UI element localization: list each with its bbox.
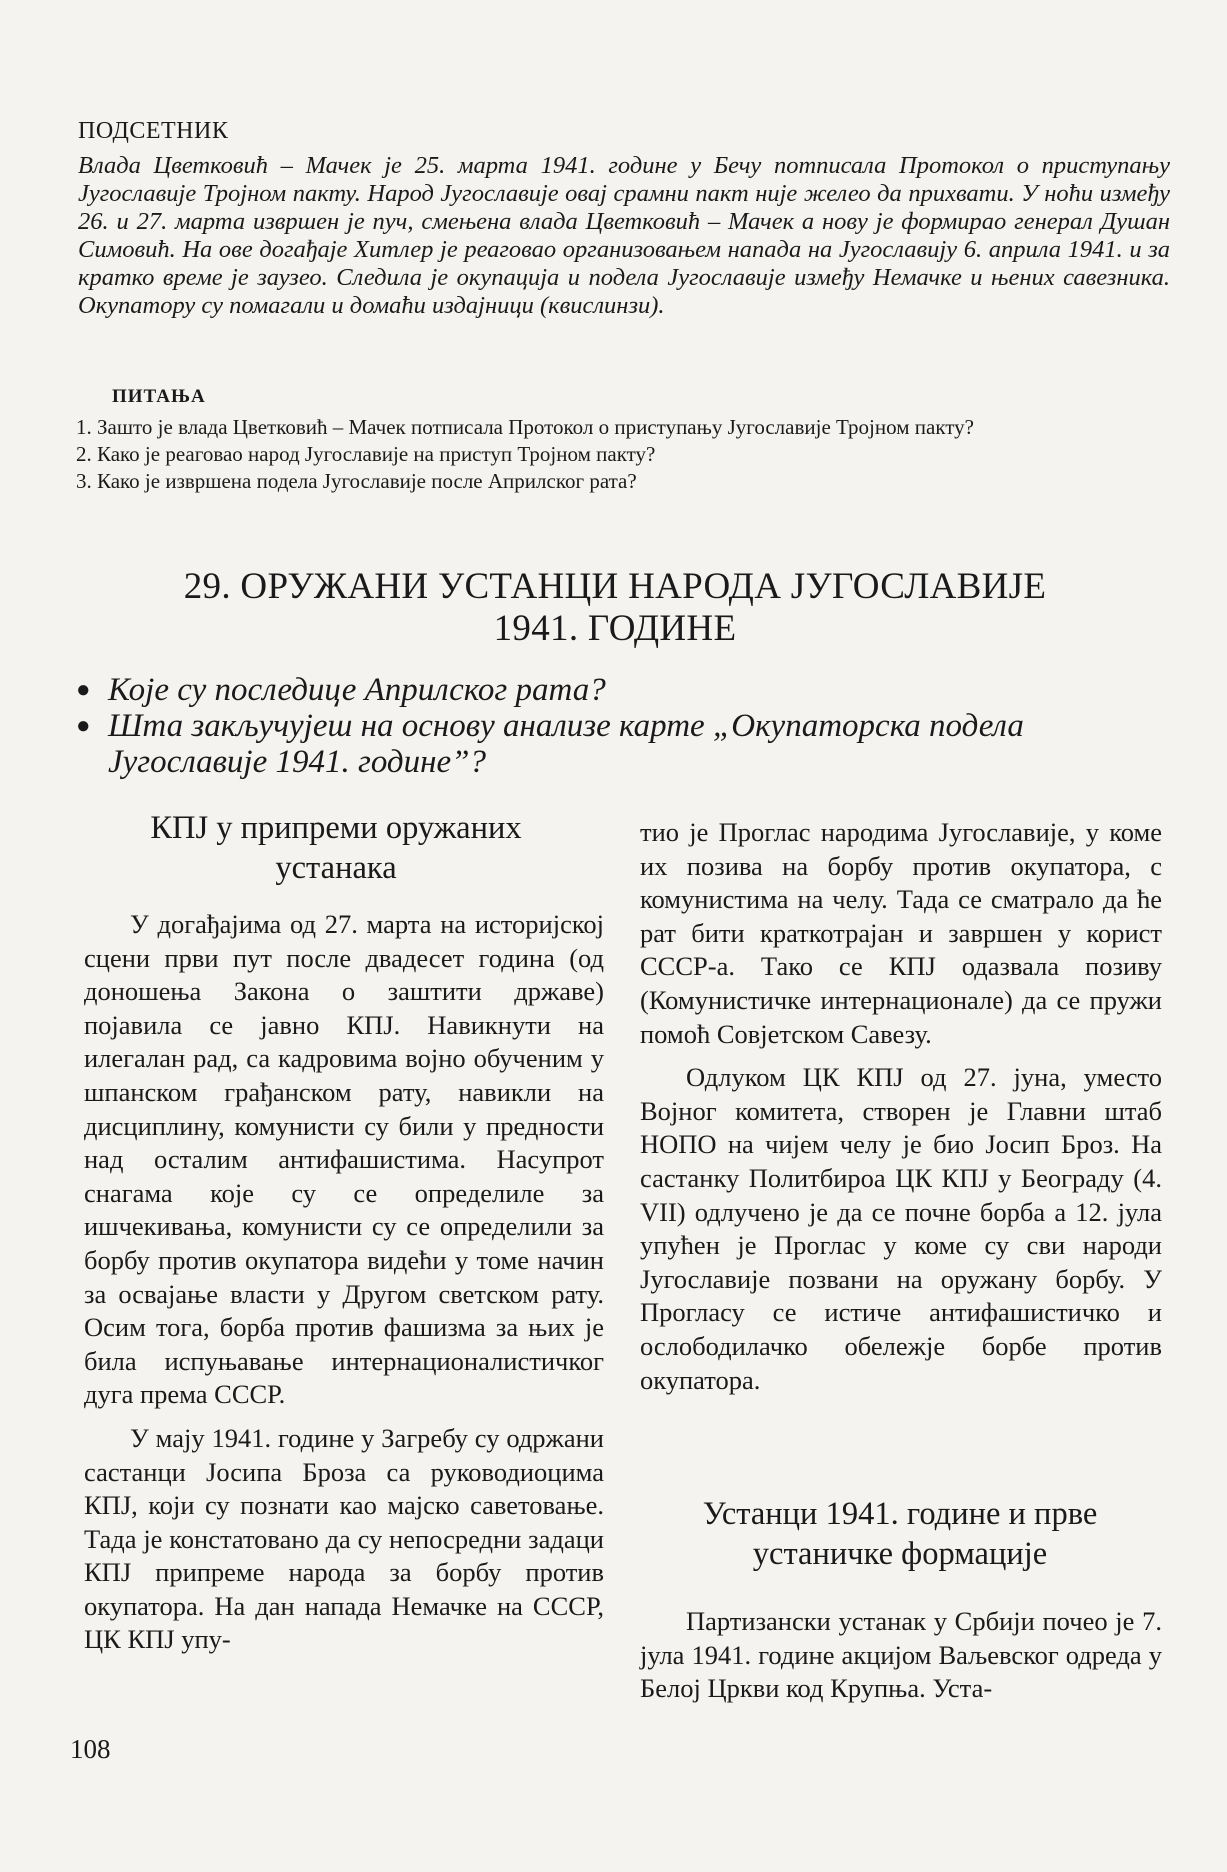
section-title-line: устанака [275, 850, 397, 886]
page-number: 108 [70, 1734, 111, 1764]
bullet-item [76, 708, 1176, 780]
chapter-title-line: 29. ОРУЖАНИ УСТАНЦИ НАРОДА ЈУГОСЛАВИЈЕ [183, 566, 1047, 607]
bullet-icon: ● [76, 677, 91, 703]
paragraph: У мају 1941. године у Загребу су одржани састанци Јосипа Броза са руководиоцима КПЈ, који су познати као мајско саветовање. Тада је констатовано да су непосредни задаци КПЈ припреме народа за борбу против окупатора. На дан напада Немачке на СССР, ЦК КПЈ упу- [84, 1422, 604, 1655]
question-item: 2. Како је реаговао народ Југославије на приступ Тројном пакту? [76, 442, 656, 466]
section-title-line: КПЈ у припреми оружаних [150, 810, 522, 846]
right-column-bottom [640, 1605, 1162, 1716]
bullet-text: Које су последице Априлског рата? [108, 672, 606, 708]
questions-title: ПИТАЊА [112, 386, 206, 407]
bullet-text: Шта закључујеш на основу анализе карте „Окупаторска подела Југославије 1941. године”? [108, 708, 1024, 780]
questions-list [76, 414, 974, 495]
right-column [640, 816, 1162, 1407]
reminder-text: Влада Цветковић – Мачек је 25. марта 1941. године у Бечу потписала Протокол о приступању Југославије Тројном пакту. Народ Југославије овај срамни пакт није желео да прихвати. У ноћи између 26. и 27. марта извршен је пуч, смењена влада Цветковић – Мачек а нову је формирао генерал Душан Симовић. На ове догађаје Хитлер је реаговао организовањем напада на Југославију 6. априла 1941. и за кратко време је заузео. Следила је окупација и подела Југославије између Немачке и њених савезника. Окупатору су помагали и домаћи издајници (квислинзи). [78, 152, 1170, 319]
question-item: 3. Како је извршена подела Југославије после Априлског рата? [76, 469, 637, 493]
section-title [650, 1494, 1150, 1574]
reminder-title: ПОДСЕТНИК [78, 118, 229, 144]
question-item: 1. Зашто је влада Цветковић – Мачек потписала Протокол о приступању Југославије Тројном пакту? [76, 415, 974, 439]
paragraph: тио је Проглас народима Југославије, у коме их позива на борбу против окупатора, с комунистима на челу. Тада се сматрало да ће рат бити краткотрајан и завршен у корист СССР-а. Тако се КПЈ одазвала позиву (Комунистичке интернационале) да се пружи помоћ Совјетском Савезу. [640, 817, 1162, 1049]
paragraph: У догађајима од 27. марта на историјској сцени први пут после двадесет година (од доношења Закона о заштити државе) појавила се јавно КПЈ. Навикнути на илегалан рад, са кадровима војно обученим у шпанском грађанском рату, навикли на дисциплину, комунисти су били у предности над осталим антифашистима. Насупрот снагама које су се определиле за ишчекивања, комунисти су се определили за борбу против окупатора видећи у томе начин за освајање власти у Другом светском рату. Осим тога, борба против фашизма за њих је била испуњавање интернационалистичког дуга према СССР. [84, 909, 604, 1410]
section-title-line: устаничке формације [752, 1536, 1048, 1572]
paragraph: Одлуком ЦК КПЈ од 27. јуна, уместо Војног комитета, створен је Главни штаб НОПО на чијем челу је био Јосип Броз. На састанку Политбироа ЦК КПЈ у Београду (4. VII) одлучено је да се почне борба а 12. јула упућен је Проглас у коме су сви народи Југославије позвани на оружану борбу. У Прогласу се истиче антифашистичко и ослободилачко обележје борбе против окупатора. [640, 1062, 1162, 1395]
bullet-icon: ● [76, 713, 91, 739]
chapter-title-line: 1941. ГОДИНЕ [493, 608, 737, 649]
paragraph: Партизански устанак у Србији почео је 7. јула 1941. године акцијом Ваљевског одреда у Белој Цркви код Крупња. Уста- [640, 1606, 1162, 1704]
chapter-title [150, 566, 1080, 650]
left-column [84, 908, 604, 1667]
chapter-questions [76, 672, 1176, 780]
section-title-line: Устанци 1941. године и прве [702, 1496, 1098, 1532]
bullet-item [76, 672, 1176, 708]
section-title [96, 808, 576, 888]
